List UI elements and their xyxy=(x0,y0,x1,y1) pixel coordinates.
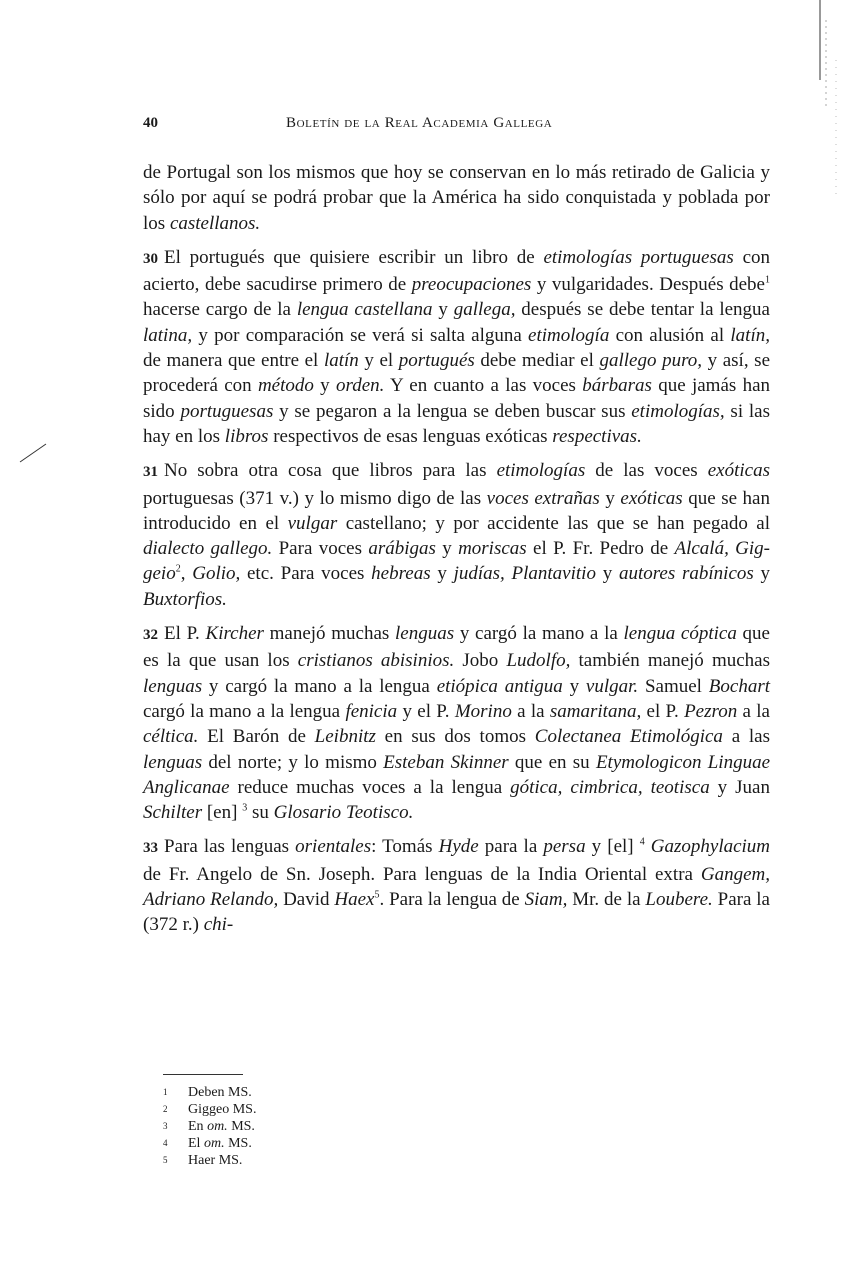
text-run: para la xyxy=(478,836,544,858)
footnote-italic: om. xyxy=(203,1136,225,1151)
text-run: vulgar xyxy=(287,512,338,534)
footnote-text-part: Haer MS. xyxy=(188,1153,243,1168)
text-run: bárbaras xyxy=(582,375,652,397)
text-run: y cargó la mano a la lengua xyxy=(202,675,437,697)
text-run: latín, xyxy=(730,324,770,346)
text-run: y el P. xyxy=(397,700,455,722)
footnote-ref: 4 xyxy=(639,837,645,849)
text-run: y xyxy=(562,675,586,697)
text-run: autores rabínicos xyxy=(618,563,754,585)
paragraph xyxy=(143,160,770,236)
text-run: que jamás han sido xyxy=(143,375,771,422)
text-run: preocupaciones xyxy=(411,274,532,296)
footnote xyxy=(163,1135,463,1152)
text-run: Kircher xyxy=(205,623,264,645)
text-run: gallega, xyxy=(453,299,516,321)
text-run: y el xyxy=(358,350,399,372)
text-run: hebreas xyxy=(371,563,431,585)
footnote-text-part: MS. xyxy=(227,1119,255,1134)
text-run: con alusión al xyxy=(609,324,731,346)
text-run: castellanos. xyxy=(169,212,261,234)
text-run: : Tomás xyxy=(371,836,439,858)
footnote-italic: om. xyxy=(207,1119,228,1134)
main-text xyxy=(143,160,770,947)
footnote-ref: 3 xyxy=(242,802,248,814)
text-run: dialecto gallego. xyxy=(143,538,273,560)
text-run: y por comparación se verá si salta alguna xyxy=(192,324,529,346)
text-run: etimologías xyxy=(496,460,586,482)
text-run: castellano; y por accidente las que se han pegado al xyxy=(337,512,770,534)
text-run: Gazophylacium xyxy=(650,836,771,858)
footnote-text xyxy=(188,1152,242,1169)
text-run: orientales xyxy=(295,836,372,858)
text-run: que en su xyxy=(508,751,596,773)
text-run: Siam, xyxy=(524,889,568,911)
paragraph-number: 33 xyxy=(143,840,158,857)
text-run: etimologías portuguesas xyxy=(543,246,734,268)
text-run: también manejó muchas xyxy=(570,650,770,672)
text-run: a la xyxy=(737,700,770,722)
text-run: chi- xyxy=(203,914,234,936)
footnote-ref: 2 xyxy=(175,564,181,576)
text-run: moriscas xyxy=(458,538,527,560)
text-run: libros xyxy=(224,425,269,447)
text-run: exóticas xyxy=(620,487,683,509)
text-run: etimologías, xyxy=(631,400,725,422)
text-run: lengua cóptica xyxy=(623,623,737,645)
text-run: y xyxy=(599,487,621,509)
text-run: Alcalá, Giggeio xyxy=(143,538,770,585)
text-run: y vulgaridades. Después debe xyxy=(531,274,765,296)
text-run: si las hay en los xyxy=(143,400,770,447)
text-run: y se pegaron a la lengua se deben buscar sus xyxy=(273,400,632,422)
paragraph xyxy=(143,458,770,612)
text-run: de Fr. Angelo de Sn. Joseph. Para lenguas de la India Oriental extra xyxy=(143,863,701,885)
text-run: del norte; y lo mismo xyxy=(202,751,384,773)
text-run: a las xyxy=(722,726,770,748)
text-run: respectivos de esas lenguas exóticas xyxy=(268,425,553,447)
paragraph-number: 30 xyxy=(143,250,158,267)
footnote-text-part: MS. xyxy=(224,1136,252,1151)
text-run: el P. Fr. Pedro de xyxy=(526,538,675,560)
footnote-number: 5 xyxy=(163,1155,168,1165)
text-run: Jobo xyxy=(454,650,507,672)
text-run: lengua castellana xyxy=(296,299,433,321)
page-number: 40 xyxy=(143,115,158,131)
text-run: Morino xyxy=(454,700,512,722)
text-run: su xyxy=(247,802,274,824)
footnote-text xyxy=(188,1135,252,1152)
text-run: gótica, cimbrica, teotisca xyxy=(510,776,710,798)
text-run: Para voces xyxy=(272,538,369,560)
footnote xyxy=(163,1084,463,1101)
text-run: lenguas xyxy=(143,751,203,773)
footnote-ref: 5 xyxy=(374,889,380,901)
paragraph xyxy=(143,621,770,825)
text-run: , xyxy=(180,563,193,585)
text-run: reduce muchas voces a la lengua xyxy=(229,776,511,798)
text-run: No sobra otra cosa que libros para las xyxy=(164,460,497,482)
text-run: y cargó la mano a la xyxy=(454,623,624,645)
text-run: y xyxy=(435,538,459,560)
text-run: hacerse cargo de la xyxy=(143,299,297,321)
text-run: exóticas xyxy=(707,460,770,482)
text-run: Gangem, Adriano Relando, xyxy=(143,863,770,911)
text-run: de manera que entre el xyxy=(143,350,324,372)
text-run: a la xyxy=(511,700,550,722)
footnote-text-part: Giggeo MS. xyxy=(188,1102,257,1117)
text-run: fenicia xyxy=(345,700,398,722)
footnote xyxy=(163,1101,463,1118)
footnote-number: 3 xyxy=(163,1121,168,1131)
footnote-rule xyxy=(163,1074,243,1075)
text-run: etimología xyxy=(528,324,610,346)
pencil-mark xyxy=(18,440,48,466)
footnote xyxy=(163,1152,463,1169)
text-run: gallego puro, xyxy=(599,350,703,372)
text-run: Pezron xyxy=(684,700,738,722)
text-run: y xyxy=(430,563,454,585)
text-run: y Juan xyxy=(709,776,770,798)
paragraph-number: 31 xyxy=(143,464,158,481)
scan-edge-mark xyxy=(814,0,850,420)
text-run: latina, xyxy=(143,324,193,346)
footnotes xyxy=(163,1084,463,1169)
text-run: manejó muchas xyxy=(263,623,396,645)
footnote xyxy=(163,1118,463,1135)
text-run: portuguesas (371 v.) y lo mismo digo de las xyxy=(143,487,487,509)
text-run: lenguas xyxy=(395,623,455,645)
text-run: Colectanea Etimológica xyxy=(534,726,723,748)
text-run: latín xyxy=(323,350,359,372)
text-run: de Portugal son los mismos que hoy se conservan en lo más retirado de Galicia y sólo por aquí se podrá probar que la América ha sido conquistada y poblada por los xyxy=(143,162,770,234)
text-run: voces extrañas xyxy=(486,487,600,509)
text-run: Leibnitz xyxy=(314,726,376,748)
text-run: método xyxy=(257,375,314,397)
text-run: con acierto, debe sacudirse primero de xyxy=(143,246,770,296)
footnote-text xyxy=(188,1118,255,1135)
text-run: vulgar. xyxy=(585,675,639,697)
text-run: El Barón de xyxy=(198,726,315,748)
text-run: portugués xyxy=(398,350,475,372)
running-title: Boletín de la Real Academia Gallega xyxy=(286,115,553,131)
text-run: después se debe tentar la lengua xyxy=(515,299,770,321)
paragraph-number: 32 xyxy=(143,627,158,644)
text-run: Para las lenguas xyxy=(164,836,296,858)
paragraph xyxy=(143,245,770,449)
text-run: Loubere. xyxy=(645,889,713,911)
footnote-text xyxy=(188,1101,256,1118)
text-run: persa xyxy=(543,836,586,858)
text-run: . Para la lengua de xyxy=(379,889,525,911)
footnote-number: 4 xyxy=(163,1138,168,1148)
text-run: samaritana, xyxy=(549,700,642,722)
text-run: Y en cuanto a las voces xyxy=(384,375,583,397)
footnote-number: 1 xyxy=(163,1087,168,1097)
footnote-number: 2 xyxy=(163,1104,168,1114)
paragraph xyxy=(143,834,770,937)
text-run: etiópica antigua xyxy=(436,675,563,697)
text-run: que se han introducido en el xyxy=(143,487,770,534)
text-run: Ludolfo, xyxy=(506,650,571,672)
text-run: Golio, xyxy=(192,563,241,585)
text-run: de las voces xyxy=(585,460,708,482)
text-run: y así, se procederá con xyxy=(143,350,770,397)
text-run: judías, Plantavitio xyxy=(453,563,596,585)
text-run: en sus dos tomos xyxy=(375,726,535,748)
footnote-text xyxy=(188,1084,252,1101)
text-run: Samuel xyxy=(638,675,709,697)
text-run: y xyxy=(753,563,771,585)
text-run: cristianos abisinios. xyxy=(297,650,455,672)
text-run: arábigas xyxy=(368,538,436,560)
text-run: lenguas xyxy=(143,675,203,697)
footnote-text-part: En xyxy=(188,1119,208,1134)
text-run: Bochart xyxy=(708,675,770,697)
text-run: debe mediar el xyxy=(474,350,600,372)
text-run: Para la (372 r.) xyxy=(143,889,770,936)
text-run: el P. xyxy=(641,700,685,722)
text-run: y xyxy=(313,375,336,397)
footnote-text-part: El xyxy=(188,1136,204,1151)
text-run: Hyde xyxy=(438,836,479,858)
text-run: que es la que usan los xyxy=(143,623,770,672)
text-run: El portugués que quisiere escribir un libro de xyxy=(164,246,544,268)
text-run: respectivas. xyxy=(552,425,642,447)
text-run: Esteban Skinner xyxy=(383,751,509,773)
text-run: y xyxy=(595,563,619,585)
text-run: etc. Para voces xyxy=(240,563,372,585)
text-run: y xyxy=(432,299,454,321)
text-run: Mr. de la xyxy=(567,889,646,911)
text-run: céltica. xyxy=(143,726,199,748)
footnote-text-part: Deben MS. xyxy=(188,1085,252,1100)
text-run: orden. xyxy=(336,375,385,397)
text-run: Schilter xyxy=(143,802,203,824)
text-run: Haex xyxy=(334,889,375,911)
text-run: David xyxy=(278,889,335,911)
text-run: Etymologicon Linguae Anglicanae xyxy=(143,751,770,798)
footnote-ref: 1 xyxy=(765,274,770,286)
text-run: Glosario Teotisco. xyxy=(273,802,414,824)
text-run: cargó la mano a la lengua xyxy=(143,700,346,722)
text-run: [en] xyxy=(202,802,243,824)
text-run: Buxtorfios. xyxy=(143,588,227,610)
text-run: El P. xyxy=(164,623,206,645)
text-run: y [el] xyxy=(585,836,640,858)
text-run: portuguesas xyxy=(180,400,274,422)
